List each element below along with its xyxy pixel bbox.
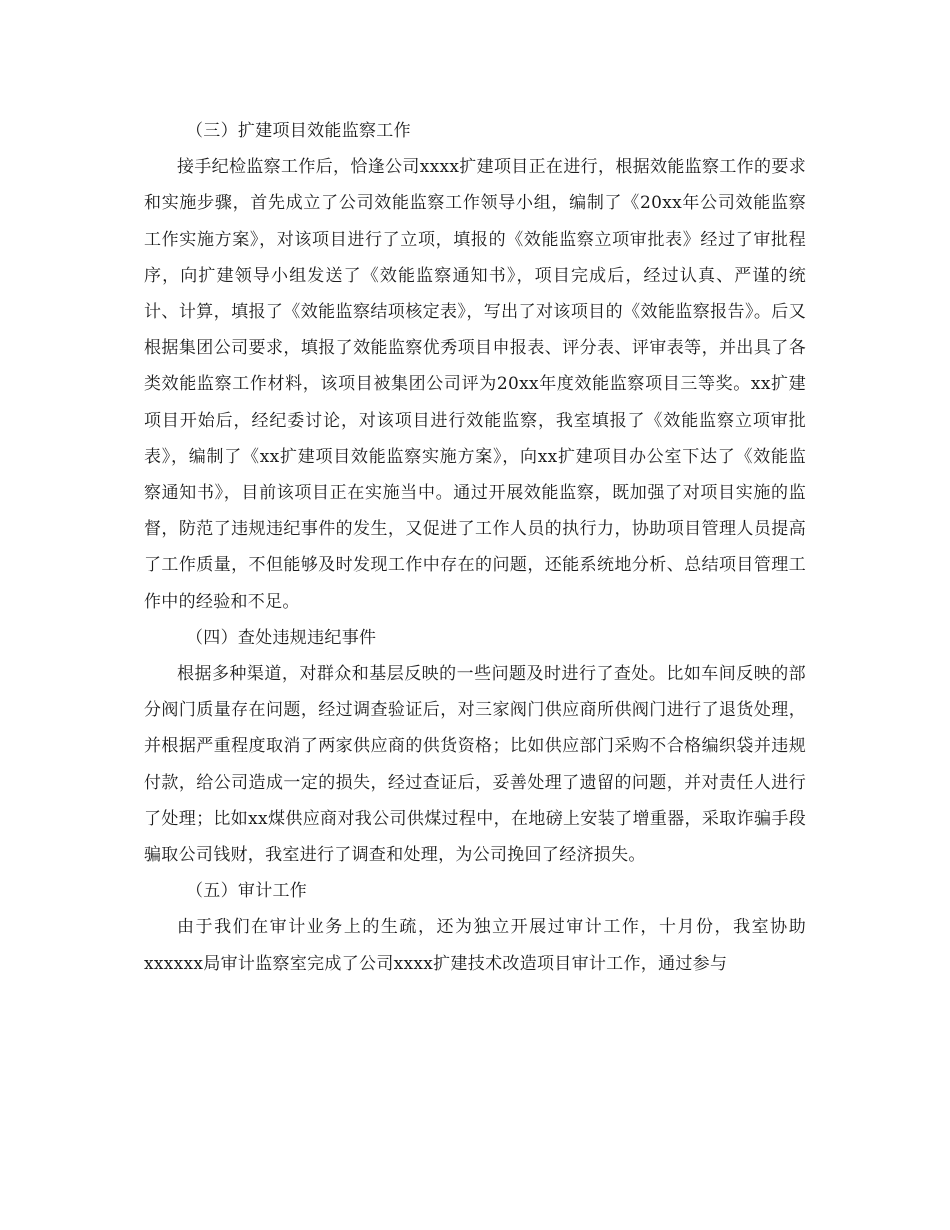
section-3 — [144, 113, 806, 620]
section-paragraph: 根据多种渠道，对群众和基层反映的一些问题及时进行了查处。比如车间反映的部分阀门质量存在问题，经过调查验证后，对三家阀门供应商所供阀门进行了退货处理，并根据严重程度取消了两家供应商的供货资格；比如供应部门采购不合格编织袋并违规付款，给公司造成一定的损失，经过查证后，妥善处理了遗留的问题，并对责任人进行了处理；比如xx煤供应商对我公司供煤过程中，在地磅上安装了增重器，采取诈骗手段骗取公司钱财，我室进行了调查和处理，为公司挽回了经济损失。 — [144, 664, 806, 866]
section-4 — [144, 620, 806, 873]
section-heading: （四）查处违规违纪事件 — [186, 627, 377, 648]
section-paragraph: 接手纪检监察工作后，恰逢公司xxxx扩建项目正在进行，根据效能监察工作的要求和实施步骤，首先成立了公司效能监察工作领导小组，编制了《20xx年公司效能监察工作实施方案》，对该项目进行了立项，填报的《效能监察立项审批表》经过了审批程序，向扩建领导小组发送了《效能监察通知书》，项目完成后，经过认真、严谨的统计、计算，填报了《效能监察结项核定表》，写出了对该项目的《效能监察报告》。后又根据集团公司要求，填报了效能监察优秀项目申报表、评分表、评审表等，并出具了各类效能监察工作材料，该项目被集团公司评为20xx年度效能监察项目三等奖。xx扩建项目开始后，经纪委讨论，对该项目进行效能监察，我室填报了《效能监察立项审批表》，编制了《xx扩建项目效能监察实施方案》，向xx扩建项目办公室下达了《效能监察通知书》，目前该项目正在实施当中。通过开展效能监察，既加强了对项目实施的监督，防范了违规违纪事件的发生，又促进了工作人员的执行力，协助项目管理人员提高了工作质量，不但能够及时发现工作中存在的问题，还能系统地分析、总结项目管理工作中的经验和不足。 — [144, 157, 806, 612]
document-body — [144, 113, 806, 982]
section-paragraph: 由于我们在审计业务上的生疏，还为独立开展过审计工作，十月份，我室协助xxxxxx局审计监察室完成了公司xxxx扩建技术改造项目审计工作，通过参与 — [144, 917, 806, 974]
section-5 — [144, 873, 806, 982]
section-heading: （三）扩建项目效能监察工作 — [186, 121, 411, 141]
section-heading: （五）审计工作 — [186, 881, 308, 902]
